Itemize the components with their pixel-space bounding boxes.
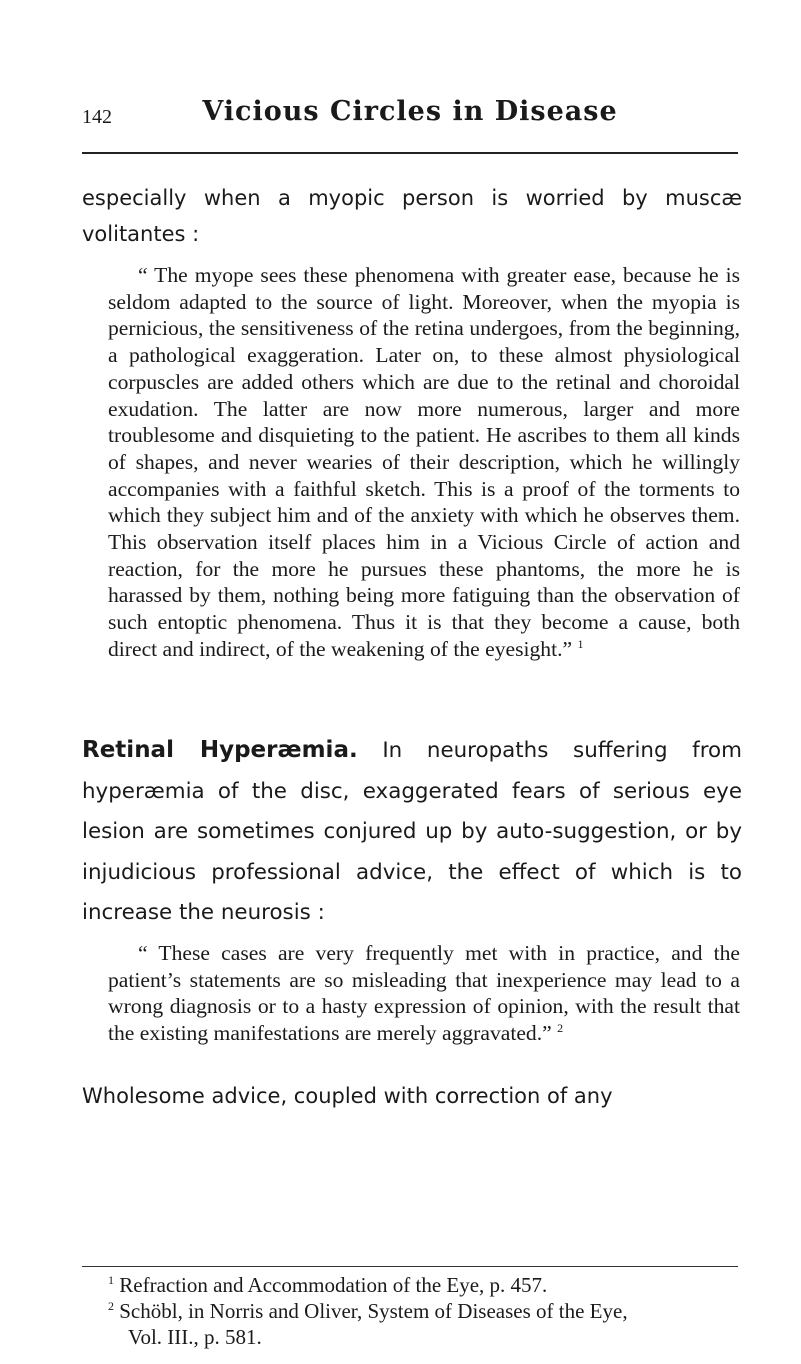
footnote-1-text: Refraction and Accommodation of the Eye, p. 457. — [119, 1273, 548, 1297]
quote-1-text: “ The myope sees these phenomena with greater ease, because he is seldom adapted to the source of light. Moreover, when the myopia is pernicious, the sensitiveness of the retina undergoes, from the beginning, a pathological exaggeration. Later on, to these almost physiological corpuscles are added others which are due to the retinal and choroidal exudation. The latter are now more numerous, larger and more troublesome and disquieting to the patient. He ascribes to them all kinds of shapes, and never wearies of their description, which he willingly accompanies with a faithful sketch. This is a proof of the torments to which they subject him and of the anxiety with which he observes them. This observation itself places him in a Vicious Circle of action and reaction, for the more he pursues these phantoms, the more he is harassed by them, nothing being more fatiguing than the observation of such entoptic phenomena. Thus it is that they become a cause, both direct and indirect, of the weakening of the eyesight.” — [108, 263, 740, 661]
footnote-2-text: Schöbl, in Norris and Oliver, System of Diseases of the Eye, — [119, 1299, 628, 1323]
quote-paragraph-1 — [108, 262, 740, 663]
footnote-2 — [108, 1298, 738, 1324]
section-paragraph — [82, 730, 742, 934]
quote-2-text: “ These cases are very frequently met with in practice, and the patient’s statements are so misleading that inexperience may lead to a wrong diagnosis or to a hasty expression of opinion, with the result that the existing manifestations are merely aggravated.” — [108, 941, 740, 1046]
footnote-1 — [108, 1272, 738, 1298]
footnote-ref-1: 1 — [577, 636, 584, 651]
footnotes — [108, 1272, 738, 1350]
quote-paragraph-2 — [108, 940, 740, 1047]
running-title: Vicious Circles in Disease — [202, 96, 618, 127]
footnote-marker-1: 1 — [108, 1273, 114, 1287]
page-header — [82, 96, 738, 144]
section-heading: Retinal Hyperæmia. — [82, 737, 358, 763]
section-text: In neuropaths suffering from hyperæmia of the disc, exaggerated fears of serious eye lesion are sometimes conjured up by auto-suggestion, or by injudicious professional advice, the effect of which is to increase the neurosis : — [82, 738, 742, 925]
footnote-marker-2: 2 — [108, 1299, 114, 1313]
page-number: 142 — [82, 106, 112, 128]
closing-paragraph: Wholesome advice, coupled with correction of any — [82, 1084, 613, 1108]
footnote-2-continuation: Vol. III., p. 581. — [128, 1325, 262, 1349]
footnote-rule — [82, 1266, 738, 1267]
footnote-ref-2: 2 — [557, 1020, 564, 1035]
header-rule — [82, 152, 738, 154]
intro-paragraph: especially when a myopic person is worried by muscæ volitantes : — [82, 186, 742, 246]
